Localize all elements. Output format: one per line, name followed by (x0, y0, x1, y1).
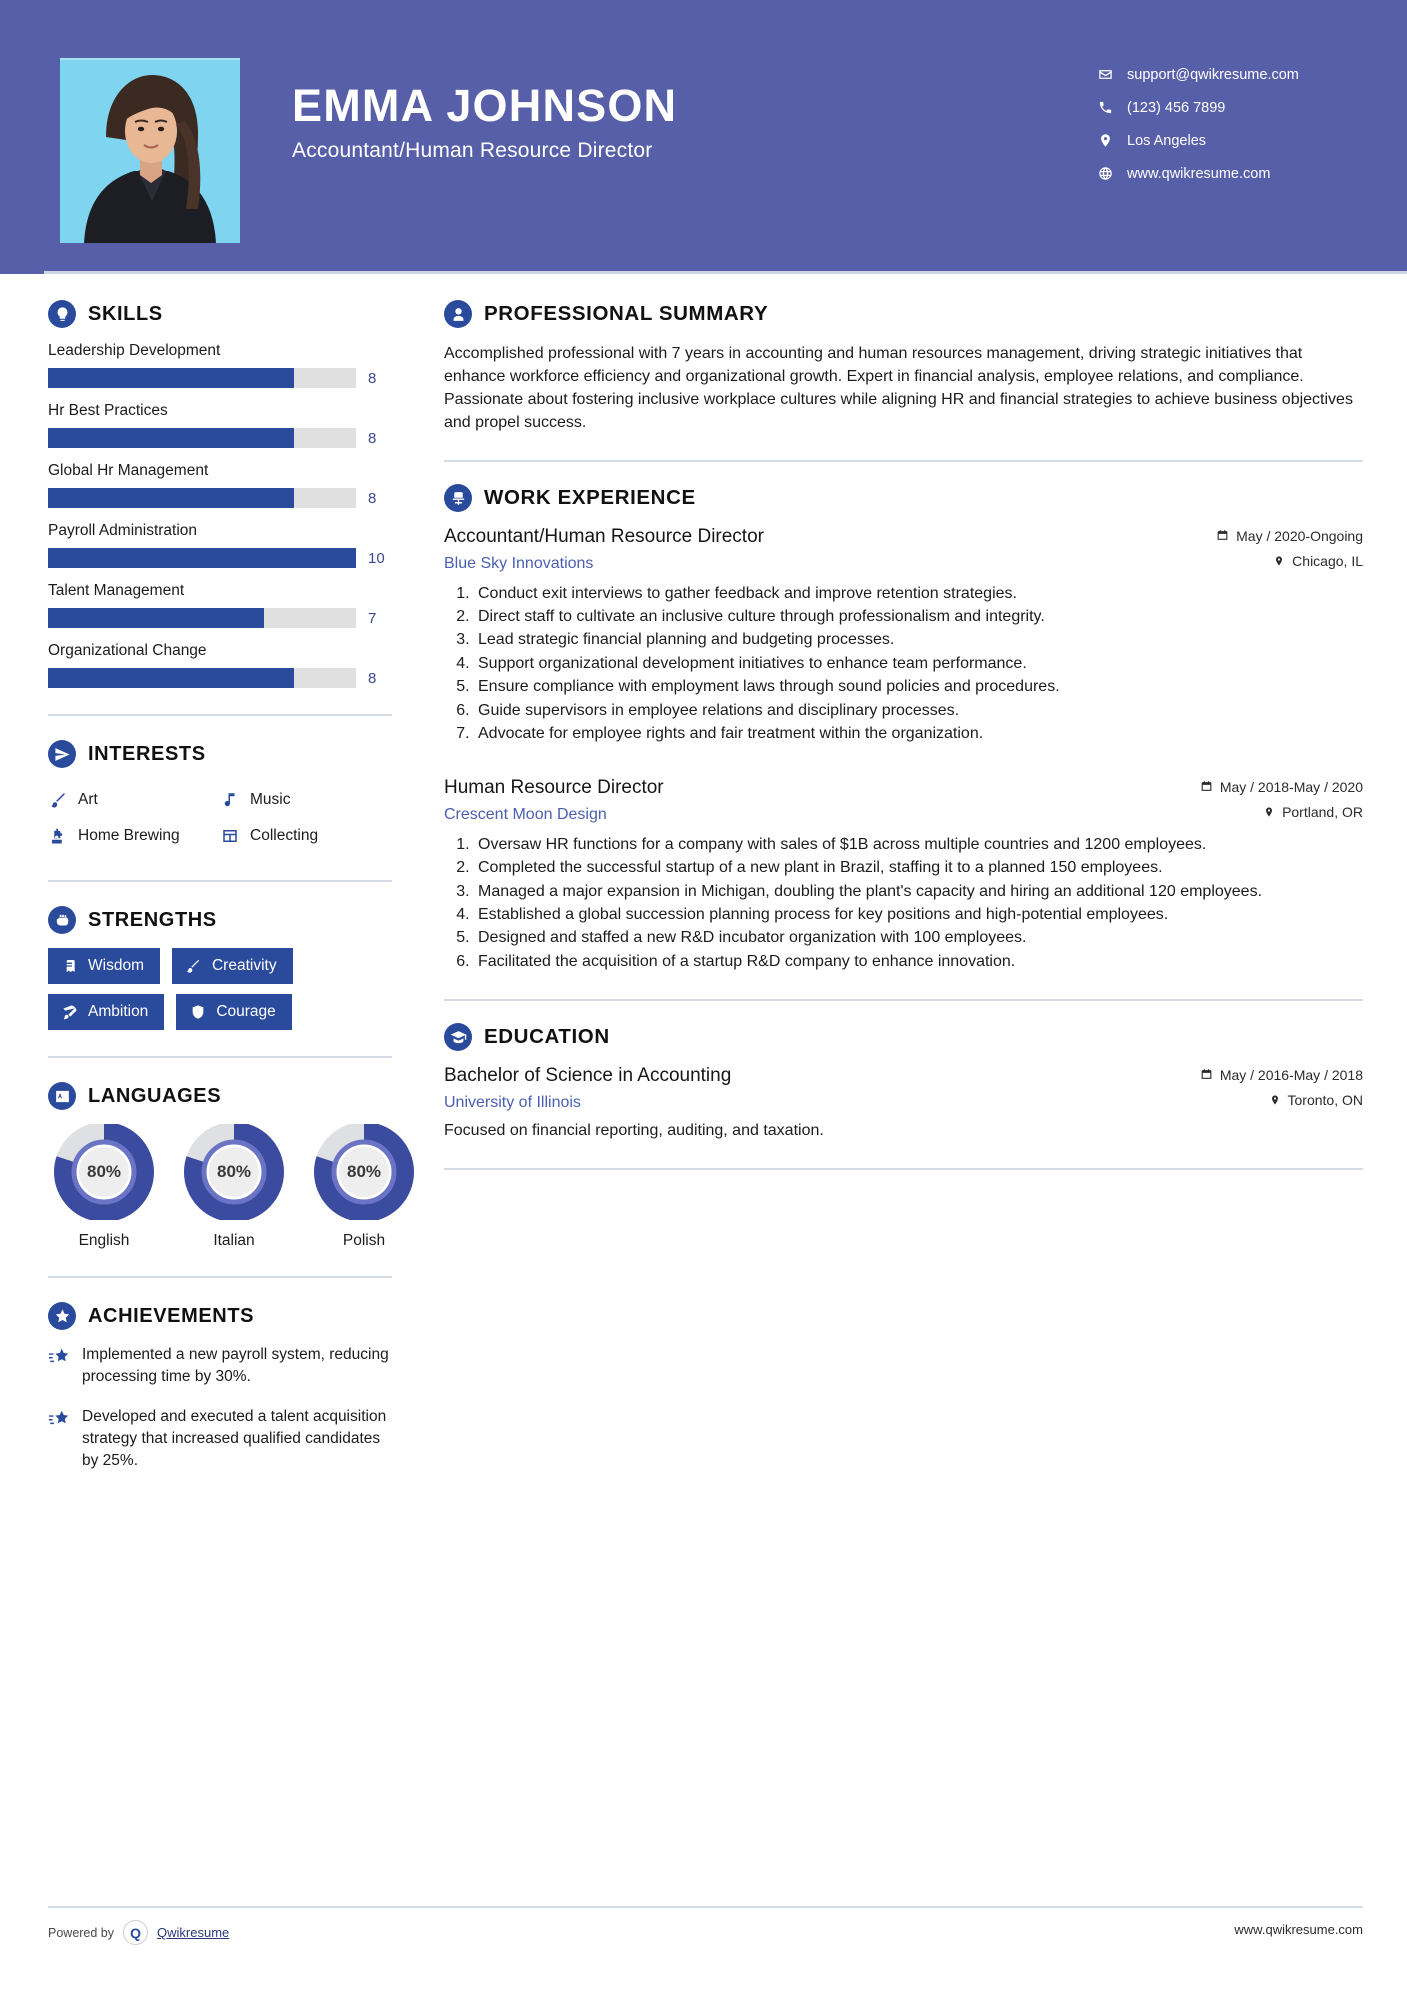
rocket-icon (61, 1004, 78, 1021)
skill-item (48, 642, 392, 688)
experience-location (1273, 553, 1363, 569)
skill-bar-fill (48, 548, 356, 568)
experience-company: Blue Sky Innovations (444, 554, 594, 572)
resume-footer (0, 1904, 1407, 1990)
strength-label: Courage (216, 1003, 276, 1020)
skill-label: Organizational Change (48, 642, 207, 659)
interest-item (48, 782, 220, 818)
qwikresume-logo-icon: Q (123, 1920, 148, 1945)
strengths-list (48, 948, 392, 1030)
person-icon (444, 300, 472, 328)
sidebar-divider (48, 1276, 392, 1278)
map-pin-icon (1273, 555, 1285, 568)
map-pin-icon (1269, 1094, 1281, 1107)
language-donut (48, 1124, 160, 1220)
skill-label: Talent Management (48, 582, 185, 599)
star-badge-icon (48, 1302, 76, 1330)
education-dates (1200, 1067, 1363, 1083)
skill-item (48, 402, 392, 448)
language-percent: 80% (86, 1162, 122, 1181)
bullet-item: 4. Support organizational development initiatives to enhance team performance. (474, 653, 1363, 675)
contact-location (1097, 124, 1367, 157)
powered-by-label: Powered by (48, 1925, 115, 1940)
paintbrush-icon (185, 958, 202, 975)
education-location (1269, 1092, 1363, 1108)
skill-item (48, 522, 392, 568)
bullet-item: 4. Established a global succession planning process for key positions and high-potential employees. (474, 904, 1363, 926)
achievement-item (48, 1344, 392, 1388)
bullet-item: 2. Direct staff to cultivate an inclusive culture through professionalism and integrity. (474, 606, 1363, 628)
education-location-text: Toronto, ON (1287, 1092, 1363, 1109)
strength-label: Wisdom (88, 957, 144, 974)
experience-location-text: Chicago, IL (1292, 553, 1363, 570)
achievement-text: Implemented a new payroll system, reducing processing time by 30%. (82, 1346, 389, 1385)
interests-list (48, 782, 392, 854)
education-school: University of Illinois (444, 1093, 581, 1111)
experience-spacer (444, 751, 1363, 777)
achievements-list (48, 1344, 392, 1472)
skill-value: 7 (368, 609, 377, 627)
contact-email-text: support@qwikresume.com (1127, 66, 1299, 83)
skills-list (48, 342, 392, 688)
experience-dates-text: May / 2020-Ongoing (1236, 527, 1363, 544)
footer-divider (48, 1906, 1363, 1908)
experience-location (1263, 804, 1363, 820)
skill-bar-fill (48, 488, 294, 508)
experience-heading (444, 484, 1363, 512)
resume-body (0, 274, 1407, 1490)
education-entry (444, 1065, 1363, 1142)
language-item (48, 1124, 160, 1250)
experience-bullets (444, 583, 1363, 746)
main-divider (444, 460, 1363, 462)
footer-website: www.qwikresume.com (1234, 1922, 1363, 1937)
footer-branding (48, 1920, 229, 1945)
education-dates-text: May / 2016-May / 2018 (1219, 1066, 1363, 1083)
interest-label: Collecting (250, 827, 319, 844)
experience-location-text: Portland, OR (1282, 804, 1363, 821)
shield-icon (189, 1004, 206, 1021)
section-languages (48, 1082, 392, 1250)
lightbulb-icon (48, 300, 76, 328)
skills-title: SKILLS (88, 302, 163, 325)
skill-bar-fill (48, 668, 294, 688)
interest-item (220, 782, 392, 818)
contact-location-text: Los Angeles (1127, 132, 1207, 149)
strength-badge (48, 948, 160, 984)
map-pin-icon (1097, 133, 1113, 149)
strength-label: Creativity (211, 957, 277, 974)
skill-bar-fill (48, 608, 264, 628)
resume-header (0, 0, 1407, 274)
section-interests (48, 740, 392, 854)
skill-bar-track (48, 668, 356, 688)
bullet-item: 3. Lead strategic financial planning and budgeting processes. (474, 629, 1363, 651)
full-name: EMMA JOHNSON (292, 80, 678, 131)
language-name: Polish (342, 1232, 386, 1249)
bullet-item: 7. Advocate for employee rights and fair treatment within the organization. (474, 723, 1363, 745)
language-donut (308, 1124, 420, 1220)
experience-dates (1200, 779, 1363, 795)
education-heading (444, 1023, 1363, 1051)
interest-item (220, 818, 392, 854)
skill-bar-fill (48, 428, 294, 448)
interest-label: Art (78, 791, 98, 808)
skill-bar-fill (48, 368, 294, 388)
skill-value: 8 (368, 669, 377, 687)
skills-heading (48, 300, 392, 328)
strength-badge (172, 948, 293, 984)
collection-icon (220, 827, 239, 846)
summary-heading (444, 300, 1363, 328)
summary-text: Accomplished professional with 7 years in accounting and human resources management, driving strategic initiatives that enhance workforce efficiency and organizational growth. Expert in financial analysis, employee relations, and compliance. Passionate about fostering inclusive workplace cultures while aligning HR and financial strategies to achieve business objectives and propel success. (444, 345, 1353, 432)
main-divider (444, 1168, 1363, 1170)
experience-title: WORK EXPERIENCE (484, 486, 696, 510)
experience-company: Crescent Moon Design (444, 805, 607, 823)
identity-block (240, 58, 1097, 163)
languages-heading (48, 1082, 392, 1110)
skill-bar-track (48, 548, 356, 568)
bullet-item: 2. Completed the successful startup of a new plant in Brazil, staffing it to a planned 150 employees. (474, 857, 1363, 879)
education-description: Focused on financial reporting, auditing, and taxation. (444, 1121, 824, 1139)
shooting-star-icon (48, 1408, 70, 1430)
contact-website[interactable] (1097, 157, 1367, 190)
header-divider (44, 271, 1407, 274)
language-item (178, 1124, 290, 1250)
calendar-icon (1200, 1068, 1213, 1081)
skill-item (48, 462, 392, 508)
language-percent: 80% (346, 1162, 382, 1181)
bullet-item: 1. Conduct exit interviews to gather feedback and improve retention strategies. (474, 583, 1363, 605)
achievement-item (48, 1406, 392, 1472)
graduate-icon (444, 1023, 472, 1051)
experience-dates-text: May / 2018-May / 2020 (1219, 778, 1363, 795)
qwikresume-brand-link[interactable]: Qwikresume (157, 1925, 230, 1940)
bullet-item: 5. Ensure compliance with employment laws through sound policies and procedures. (474, 676, 1363, 698)
strength-badge (48, 994, 164, 1030)
skill-label: Leadership Development (48, 342, 221, 359)
paintbrush-icon (48, 791, 67, 810)
skill-label: Payroll Administration (48, 522, 198, 539)
language-name: Italian (213, 1232, 255, 1249)
summary-title: PROFESSIONAL SUMMARY (484, 302, 769, 325)
sidebar-divider (48, 1056, 392, 1058)
shooting-star-icon (48, 1346, 70, 1368)
section-education (444, 1023, 1363, 1142)
contact-email[interactable] (1097, 58, 1367, 91)
education-title: EDUCATION (484, 1025, 610, 1049)
job-title-headline: Accountant/Human Resource Director (292, 139, 653, 163)
paper-plane-icon (48, 740, 76, 768)
globe-icon (1097, 166, 1113, 182)
strength-label: Ambition (88, 1003, 149, 1020)
skill-item (48, 342, 392, 388)
main-column (404, 300, 1407, 1192)
language-name: English (78, 1232, 130, 1249)
interests-title: INTERESTS (88, 742, 206, 765)
interest-item (48, 818, 220, 854)
skill-bar-track (48, 428, 356, 448)
sidebar-divider (48, 880, 392, 882)
translate-icon (48, 1082, 76, 1110)
contact-website-text: www.qwikresume.com (1127, 165, 1271, 182)
language-donut (178, 1124, 290, 1220)
music-note-icon (220, 791, 239, 810)
strengths-heading (48, 906, 392, 934)
bullet-item: 1. Oversaw HR functions for a company with sales of $1B across multiple countries and 1200 employees. (474, 834, 1363, 856)
calendar-icon (1216, 529, 1229, 542)
skill-label: Hr Best Practices (48, 402, 168, 419)
section-experience (444, 484, 1363, 973)
profile-photo (60, 58, 240, 243)
calendar-icon (1200, 780, 1213, 793)
skill-bar-track (48, 368, 356, 388)
section-skills (48, 300, 392, 688)
interests-heading (48, 740, 392, 768)
experience-entry (444, 526, 1363, 745)
fist-icon (48, 906, 76, 934)
bullet-item: 5. Designed and staffed a new R&D incubator organization with 100 employees. (474, 927, 1363, 949)
languages-list (48, 1124, 392, 1250)
avatar-illustration (60, 60, 240, 243)
experience-entry (444, 777, 1363, 973)
education-degree: Bachelor of Science in Accounting (444, 1065, 732, 1087)
achievements-heading (48, 1302, 392, 1330)
languages-title: LANGUAGES (88, 1084, 222, 1107)
skill-value: 10 (368, 549, 385, 567)
language-percent: 80% (216, 1162, 252, 1181)
strength-badge (176, 994, 291, 1030)
contact-phone[interactable] (1097, 91, 1367, 124)
strengths-title: STRENGTHS (88, 908, 217, 931)
achievements-title: ACHIEVEMENTS (88, 1304, 255, 1327)
contact-list (1097, 58, 1407, 190)
experience-job-title: Accountant/Human Resource Director (444, 526, 764, 548)
section-achievements (48, 1302, 392, 1472)
skill-bar-track (48, 488, 356, 508)
experience-job-title: Human Resource Director (444, 777, 664, 799)
main-divider (444, 999, 1363, 1001)
interest-label: Music (250, 791, 291, 808)
experience-bullets (444, 834, 1363, 973)
section-strengths (48, 906, 392, 1030)
bullet-item: 6. Guide supervisors in employee relations and disciplinary processes. (474, 700, 1363, 722)
section-summary (444, 300, 1363, 434)
contact-phone-text: (123) 456 7899 (1127, 99, 1226, 116)
sidebar-column (0, 300, 404, 1490)
achievement-text: Developed and executed a talent acquisition strategy that increased qualified candidates by 25%. (82, 1408, 387, 1469)
skill-value: 8 (368, 429, 377, 447)
interest-label: Home Brewing (78, 827, 180, 844)
office-chair-icon (444, 484, 472, 512)
skill-value: 8 (368, 369, 377, 387)
skill-item (48, 582, 392, 628)
skill-bar-track (48, 608, 356, 628)
bullet-item: 3. Managed a major expansion in Michigan, doubling the plant's capacity and hiring an additional 120 employees. (474, 881, 1363, 903)
envelope-icon (1097, 67, 1113, 83)
language-item (308, 1124, 420, 1250)
book-icon (61, 958, 78, 975)
puzzle-icon (48, 827, 67, 846)
experience-dates (1216, 528, 1363, 544)
map-pin-icon (1263, 806, 1275, 819)
skill-value: 8 (368, 489, 377, 507)
skill-label: Global Hr Management (48, 462, 209, 479)
phone-icon (1097, 100, 1113, 116)
sidebar-divider (48, 714, 392, 716)
bullet-item: 6. Facilitated the acquisition of a startup R&D company to enhance innovation. (474, 951, 1363, 973)
